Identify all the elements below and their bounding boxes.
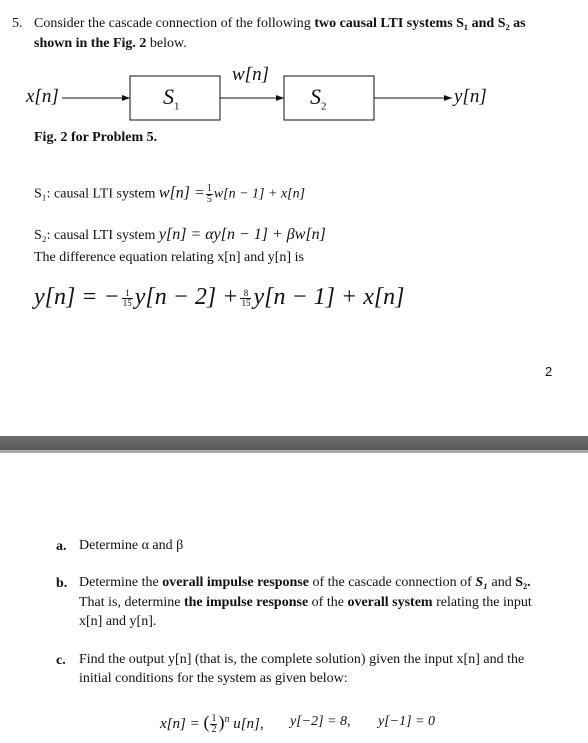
c-eq-x: x[n] = [160,716,200,732]
part-c-line1: Find the output y[n] (that is, the complete solution) given the input x[n] and the [79,652,525,667]
cascade-block-diagram [0,62,588,132]
block1-sub: 1 [174,100,180,113]
input-label: x[n] [26,86,59,107]
page-number: 2 [545,364,553,379]
c-eq-u: u[n], [233,716,264,732]
s1-lhs: w[n] = [158,184,205,202]
mid-label: w[n] [232,64,269,85]
c-eq-fraction [210,714,217,735]
b-pre: Determine the [79,575,159,590]
diff-frac1-den: 15 [122,297,132,308]
b-bold2: the impulse response [183,595,309,610]
b-s1: S₁ [475,575,488,590]
part-c-line2: initial conditions for the system as given below: [79,671,348,686]
page-divider [0,436,588,450]
c-eq-frac-num: 1 [211,713,217,725]
figure-caption: Fig. 2 for Problem 5. [34,130,158,145]
b-s2: S₂. [515,575,531,590]
intro-text: Consider the cascade connection of the following [34,16,311,31]
part-b-line2 [79,595,532,611]
block2-sub: 2 [321,100,327,113]
s2-definition [34,226,326,244]
b-and: and [491,575,512,590]
s1-fraction [206,184,213,205]
s1-frac-num: 1 [206,183,212,194]
c-eq-frac-den: 2 [211,724,217,736]
diff-frac2-den: 15 [241,297,251,308]
b-bold1: overall impulse response [162,575,309,590]
diff-frac2-num: 8 [240,289,251,299]
s2-label: S₂: causal LTI system [34,228,156,243]
part-c-label: c. [56,653,66,668]
part-b-line1 [79,575,531,591]
s1-label: S₁: causal LTI system [34,186,156,202]
part-a-label: a. [56,539,67,554]
block1-letter: S [163,84,174,109]
intro-line2-rest: below. [149,36,187,51]
problem-intro-line1 [34,16,526,32]
problem-intro-line2 [34,36,187,52]
difference-equation [34,284,405,311]
c-eq-sup: n [224,714,230,725]
c-eq-lparen: ( [203,712,210,732]
s1-definition [34,184,305,205]
block1-label [163,84,180,112]
problem-number: 5. [12,16,23,31]
c-initial-condition-1: y[−2] = 8, [290,714,351,729]
diff-frac1-num: 1 [122,289,133,299]
b-bold3: overall system [347,595,433,610]
c-eq-rparen: ) [218,712,225,732]
b-line2-end: relating the input [436,595,532,610]
block2-letter: S [310,84,321,109]
block2-label [310,84,327,112]
diff-term2: y[n − 1] + x[n] [253,284,405,310]
c-initial-condition-2: y[−1] = 0 [378,714,436,729]
part-b-line3: x[n] and y[n]. [79,614,157,629]
diff-frac2 [240,289,251,308]
part-c-equation [160,712,264,735]
block-s2 [284,76,374,120]
s2-equation: y[n] = αy[n − 1] + βw[n] [158,226,326,243]
b-line2-mid: of the [311,595,344,610]
b-line2-pre: That is, determine [79,595,181,610]
diff-frac1 [122,289,133,308]
diff-term1: y[n − 2] + [134,284,239,310]
page-divider-shadow [0,450,588,453]
b-mid: of the cascade connection of [312,575,472,590]
s1-frac-den: 5 [206,194,212,205]
diff-lhs: y[n] = − [34,284,120,310]
diff-eq-intro: The difference equation relating x[n] and y[n] is [34,250,304,265]
part-b-label: b. [56,576,68,591]
output-label: y[n] [454,86,487,107]
part-a-text: Determine α and β [79,538,184,553]
intro-line2-bold: shown in the Fig. 2 [34,36,147,51]
intro-bold: two causal LTI systems S₁ and S₂ as [314,16,526,31]
s1-rhs: w[n − 1] + x[n] [213,186,306,202]
